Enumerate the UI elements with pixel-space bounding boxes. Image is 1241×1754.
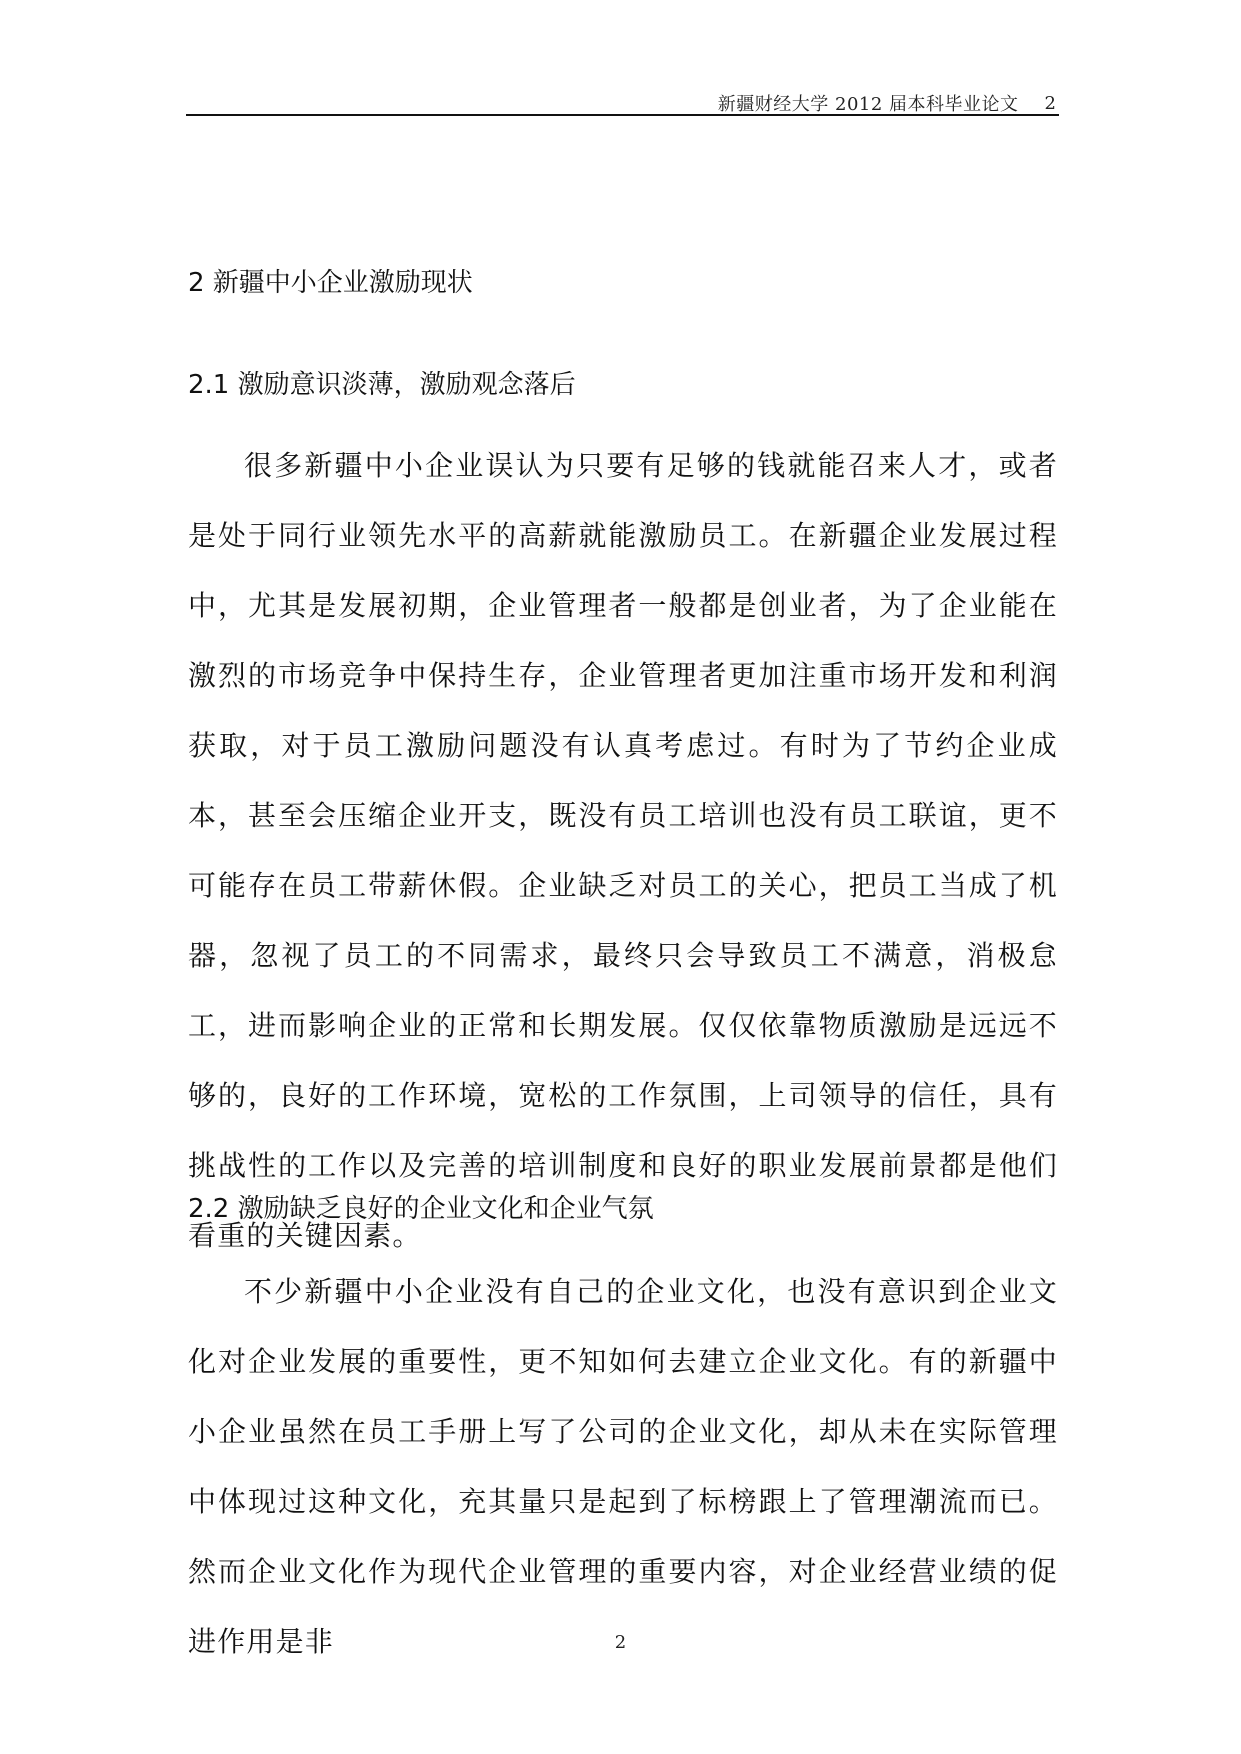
footer-page-number: 2 (614, 1632, 627, 1653)
section-2-1-heading: 2.1 激励意识淡薄，激励观念落后 (188, 370, 576, 400)
section-2-2-paragraph: 不少新疆中小企业没有自己的企业文化，也没有意识到企业文化对企业发展的重要性，更不知如何去建立企业文化。有的新疆中小企业虽然在员工手册上写了公司的企业文化，却从未在实际管理中体现过这种文化，充其量只是起到了标榜跟上了管理潮流而已。然而企业文化作为现代企业管理的重要内容，对企业经营业绩的促进作用是非 (188, 1275, 1058, 1658)
chapter-heading: 2 新疆中小企业激励现状 (188, 268, 473, 298)
header-rule (186, 114, 1059, 116)
header-title: 新疆财经大学 2012 届本科毕业论文 (717, 94, 1019, 115)
header-page-number: 2 (1044, 92, 1056, 114)
section-2-1-paragraph: 很多新疆中小企业误认为只要有足够的钱就能召来人才，或者是处于同行业领先水平的高薪就能激励员工。在新疆企业发展过程中，尤其是发展初期，企业管理者一般都是创业者，为了企业能在激烈的市场竞争中保持生存，企业管理者更加注重市场开发和利润获取，对于员工激励问题没有认真考虑过。有时为了节约企业成本，甚至会压缩企业开支，既没有员工培训也没有员工联谊，更不可能存在员工带薪休假。企业缺乏对员工的关心，把员工当成了机器，忽视了员工的不同需求，最终只会导致员工不满意，消极怠工，进而影响企业的正常和长期发展。仅仅依靠物质激励是远远不够的，良好的工作环境，宽松的工作氛围，上司领导的信任，具有挑战性的工作以及完善的培训制度和良好的职业发展前景都是他们看重的关键因素。 (188, 449, 1058, 1252)
section-2-2-heading: 2.2 激励缺乏良好的企业文化和企业气氛 (188, 1194, 654, 1224)
